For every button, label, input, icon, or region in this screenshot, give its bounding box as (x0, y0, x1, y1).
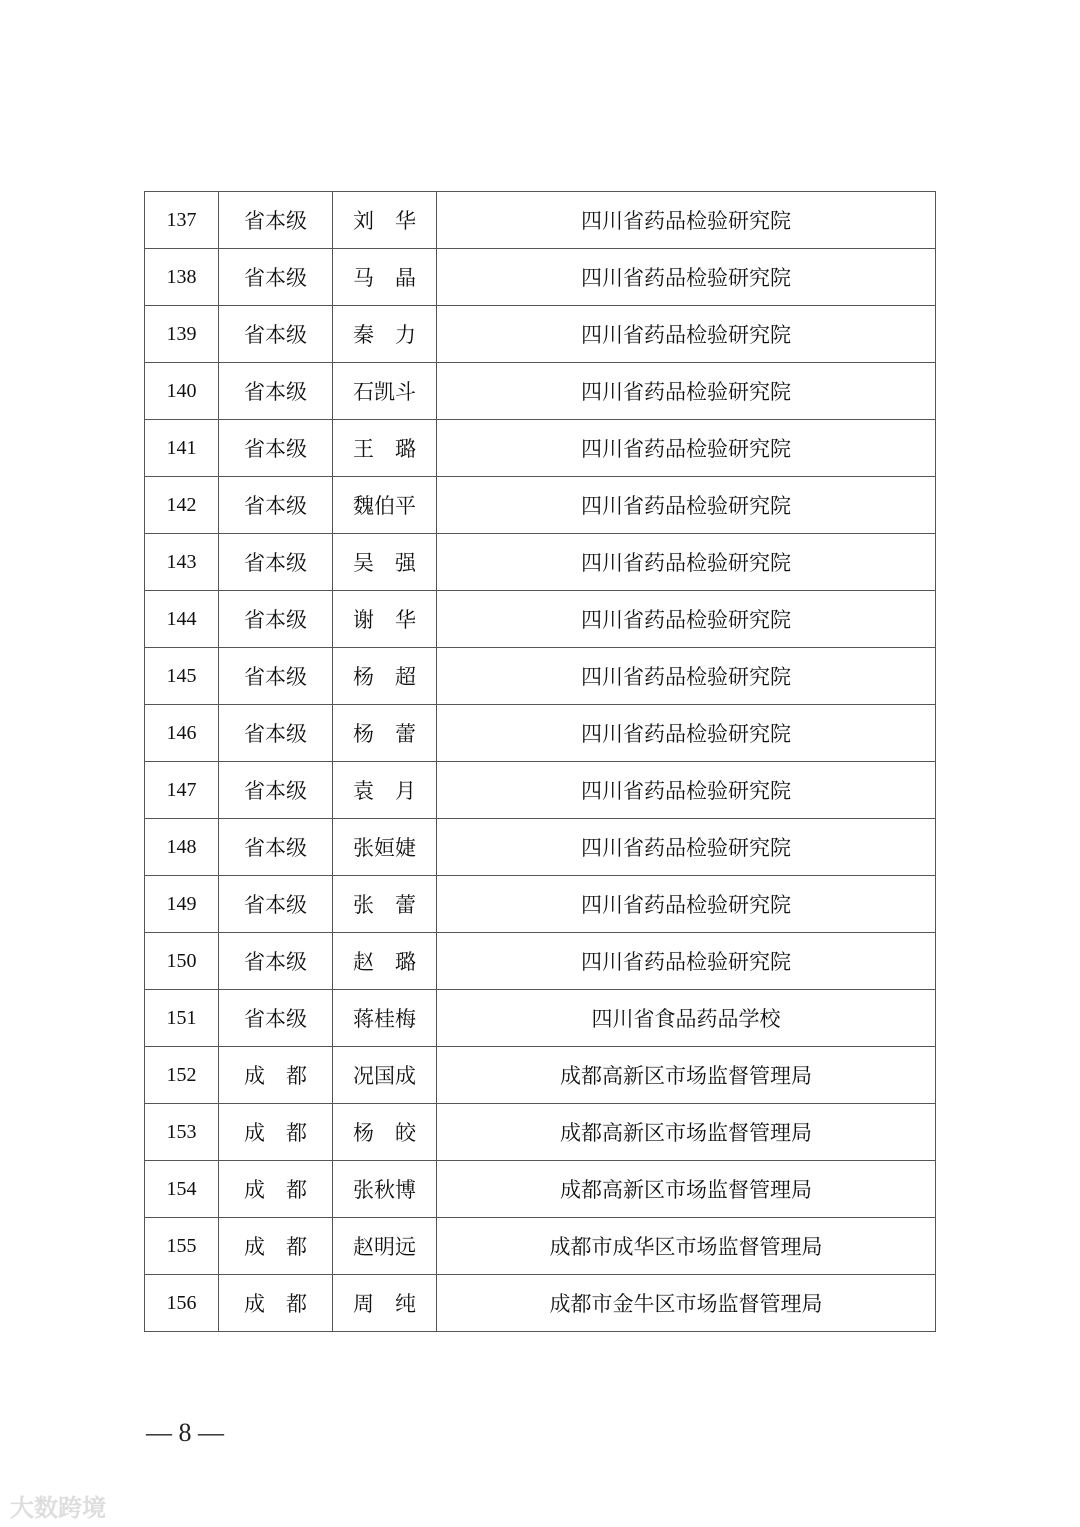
row-name: 赵明远 (333, 1218, 437, 1275)
row-name: 赵 璐 (333, 933, 437, 990)
row-unit: 四川省药品检验研究院 (437, 933, 936, 990)
row-number: 152 (145, 1047, 219, 1104)
row-name: 王 璐 (333, 420, 437, 477)
row-level: 省本级 (219, 534, 333, 591)
table-row (145, 363, 936, 420)
table-row (145, 534, 936, 591)
table-row (145, 192, 936, 249)
row-name: 张 蕾 (333, 876, 437, 933)
row-name: 刘 华 (333, 192, 437, 249)
row-level: 省本级 (219, 990, 333, 1047)
row-number: 148 (145, 819, 219, 876)
row-number: 142 (145, 477, 219, 534)
row-name: 秦 力 (333, 306, 437, 363)
row-name: 杨 蕾 (333, 705, 437, 762)
table-row (145, 705, 936, 762)
row-number: 155 (145, 1218, 219, 1275)
row-name: 石凯斗 (333, 363, 437, 420)
row-number: 151 (145, 990, 219, 1047)
row-unit: 四川省药品检验研究院 (437, 477, 936, 534)
row-level: 省本级 (219, 876, 333, 933)
table-row (145, 306, 936, 363)
table-row (145, 1104, 936, 1161)
page-number: — 8 — (146, 1418, 224, 1447)
row-number: 143 (145, 534, 219, 591)
row-name: 马 晶 (333, 249, 437, 306)
row-name: 蒋桂梅 (333, 990, 437, 1047)
row-level: 省本级 (219, 477, 333, 534)
row-level: 省本级 (219, 363, 333, 420)
row-level: 成 都 (219, 1218, 333, 1275)
row-number: 145 (145, 648, 219, 705)
row-level: 省本级 (219, 762, 333, 819)
row-number: 140 (145, 363, 219, 420)
row-number: 154 (145, 1161, 219, 1218)
row-number: 139 (145, 306, 219, 363)
row-unit: 四川省药品检验研究院 (437, 705, 936, 762)
row-level: 省本级 (219, 819, 333, 876)
row-number: 137 (145, 192, 219, 249)
row-unit: 四川省药品检验研究院 (437, 306, 936, 363)
row-level: 省本级 (219, 933, 333, 990)
row-number: 149 (145, 876, 219, 933)
personnel-table (144, 191, 936, 1332)
table-row (145, 591, 936, 648)
table-row (145, 819, 936, 876)
row-number: 150 (145, 933, 219, 990)
row-level: 省本级 (219, 306, 333, 363)
row-number: 141 (145, 420, 219, 477)
row-unit: 四川省药品检验研究院 (437, 762, 936, 819)
table-row (145, 648, 936, 705)
row-level: 省本级 (219, 705, 333, 762)
row-unit: 成都高新区市场监督管理局 (437, 1047, 936, 1104)
table-row (145, 990, 936, 1047)
row-name: 魏伯平 (333, 477, 437, 534)
row-level: 省本级 (219, 648, 333, 705)
table-row (145, 249, 936, 306)
row-level: 成 都 (219, 1104, 333, 1161)
row-unit: 四川省药品检验研究院 (437, 819, 936, 876)
row-unit: 四川省药品检验研究院 (437, 591, 936, 648)
row-number: 144 (145, 591, 219, 648)
row-unit: 成都市金牛区市场监督管理局 (437, 1275, 936, 1332)
table-row (145, 876, 936, 933)
row-level: 省本级 (219, 249, 333, 306)
row-name: 张秋博 (333, 1161, 437, 1218)
row-level: 成 都 (219, 1161, 333, 1218)
row-name: 吴 强 (333, 534, 437, 591)
row-number: 146 (145, 705, 219, 762)
row-unit: 四川省药品检验研究院 (437, 363, 936, 420)
table-row (145, 762, 936, 819)
row-unit: 四川省食品药品学校 (437, 990, 936, 1047)
row-unit: 四川省药品检验研究院 (437, 534, 936, 591)
table-row (145, 1218, 936, 1275)
row-name: 况国成 (333, 1047, 437, 1104)
row-number: 147 (145, 762, 219, 819)
table-row (145, 477, 936, 534)
row-level: 省本级 (219, 420, 333, 477)
row-name: 张姮婕 (333, 819, 437, 876)
row-unit: 四川省药品检验研究院 (437, 249, 936, 306)
row-name: 杨 超 (333, 648, 437, 705)
table-row (145, 933, 936, 990)
row-name: 谢 华 (333, 591, 437, 648)
table-row (145, 1161, 936, 1218)
row-level: 成 都 (219, 1275, 333, 1332)
row-level: 省本级 (219, 591, 333, 648)
row-name: 袁 月 (333, 762, 437, 819)
row-number: 156 (145, 1275, 219, 1332)
row-level: 省本级 (219, 192, 333, 249)
table-row (145, 420, 936, 477)
watermark-logo: 大数跨境 (10, 1494, 106, 1522)
row-unit: 四川省药品检验研究院 (437, 192, 936, 249)
row-number: 138 (145, 249, 219, 306)
row-level: 成 都 (219, 1047, 333, 1104)
row-unit: 成都高新区市场监督管理局 (437, 1104, 936, 1161)
table-row (145, 1275, 936, 1332)
row-name: 周 纯 (333, 1275, 437, 1332)
row-unit: 四川省药品检验研究院 (437, 648, 936, 705)
row-unit: 四川省药品检验研究院 (437, 420, 936, 477)
row-number: 153 (145, 1104, 219, 1161)
row-unit: 成都市成华区市场监督管理局 (437, 1218, 936, 1275)
table-row (145, 1047, 936, 1104)
row-unit: 成都高新区市场监督管理局 (437, 1161, 936, 1218)
row-name: 杨 皎 (333, 1104, 437, 1161)
row-unit: 四川省药品检验研究院 (437, 876, 936, 933)
